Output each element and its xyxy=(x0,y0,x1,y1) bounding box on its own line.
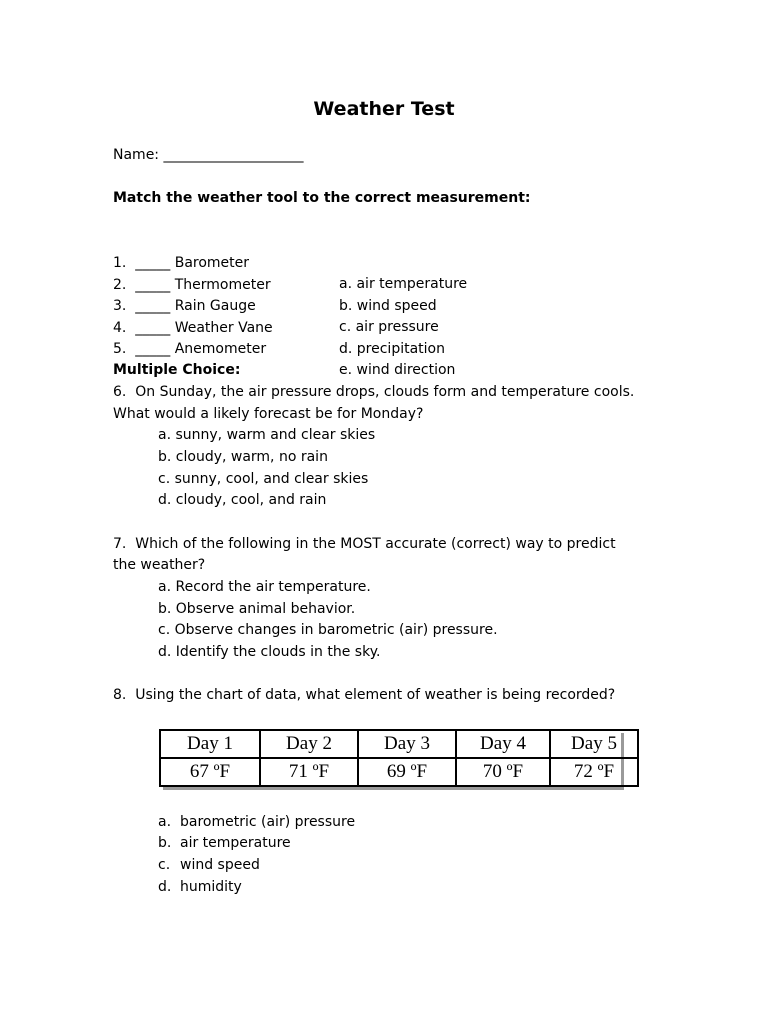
table-header-cell: Day 2 xyxy=(260,730,358,758)
match-measurement: b. wind speed xyxy=(339,298,437,314)
table-cell: 69 ºF xyxy=(358,758,456,786)
table-cell: 72 ºF xyxy=(550,758,638,786)
table-cell: 70 ºF xyxy=(456,758,550,786)
match-tool: 1. _____ Barometer xyxy=(113,254,250,271)
q7-text-line1: 7. Which of the following in the MOST accurate (correct) way to predict xyxy=(113,536,616,552)
q7-option: a. Record the air temperature. xyxy=(158,579,371,595)
match-tool: 2. _____ Thermometer xyxy=(113,276,271,293)
q6-text-line2: What would a likely forecast be for Monday? xyxy=(113,406,424,422)
match-tool: 4. _____ Weather Vane xyxy=(113,319,273,336)
table-header-cell: Day 3 xyxy=(358,730,456,758)
table-cell: 67 ºF xyxy=(160,758,260,786)
table-header-cell: Day 1 xyxy=(160,730,260,758)
table-header-cell: Day 5 xyxy=(550,730,638,758)
q7-option: b. Observe animal behavior. xyxy=(158,601,356,617)
option-letter: a. xyxy=(158,814,172,830)
q8-option xyxy=(158,877,242,899)
match-measurement: e. wind direction xyxy=(339,362,456,378)
option-letter: d. xyxy=(158,879,172,895)
option-text: air temperature xyxy=(180,835,291,851)
q6-option: b. cloudy, warm, no rain xyxy=(158,449,328,465)
option-letter: c. xyxy=(158,857,171,873)
name-line: Name: ____________________ xyxy=(113,147,304,163)
option-text: barometric (air) pressure xyxy=(180,814,356,830)
option-text: wind speed xyxy=(180,857,260,873)
q7-text-line2: the weather? xyxy=(113,557,206,573)
q7-option: c. Observe changes in barometric (air) pressure. xyxy=(158,622,498,638)
table-cell: 71 ºF xyxy=(260,758,358,786)
q8-option xyxy=(158,855,260,877)
temperature-table xyxy=(159,729,639,787)
page-title: Weather Test xyxy=(313,98,455,120)
q6-option: d. cloudy, cool, and rain xyxy=(158,492,327,508)
table-header-row xyxy=(160,730,638,758)
q6-text-line1: 6. On Sunday, the air pressure drops, clouds form and temperature cools. xyxy=(113,384,635,400)
q8-option xyxy=(158,833,291,855)
match-tool: 3. _____ Rain Gauge xyxy=(113,297,256,314)
match-measurement: d. precipitation xyxy=(339,341,445,357)
match-measurement: c. air pressure xyxy=(339,319,439,335)
q8-text: 8. Using the chart of data, what element of weather is being recorded? xyxy=(113,687,616,703)
q8-option xyxy=(158,812,355,834)
q6-option: c. sunny, cool, and clear skies xyxy=(158,471,369,487)
q7-option: d. Identify the clouds in the sky. xyxy=(158,644,381,660)
table-shadow xyxy=(163,787,624,790)
match-heading: Match the weather tool to the correct measurement: xyxy=(113,190,531,206)
option-letter: b. xyxy=(158,835,172,851)
table-header-cell: Day 4 xyxy=(456,730,550,758)
q6-option: a. sunny, warm and clear skies xyxy=(158,427,376,443)
option-text: humidity xyxy=(180,879,242,895)
match-measurement: a. air temperature xyxy=(339,276,468,292)
match-tool: 5. _____ Anemometer xyxy=(113,340,267,357)
table-row xyxy=(160,758,638,786)
mc-heading: Multiple Choice: xyxy=(113,362,241,378)
